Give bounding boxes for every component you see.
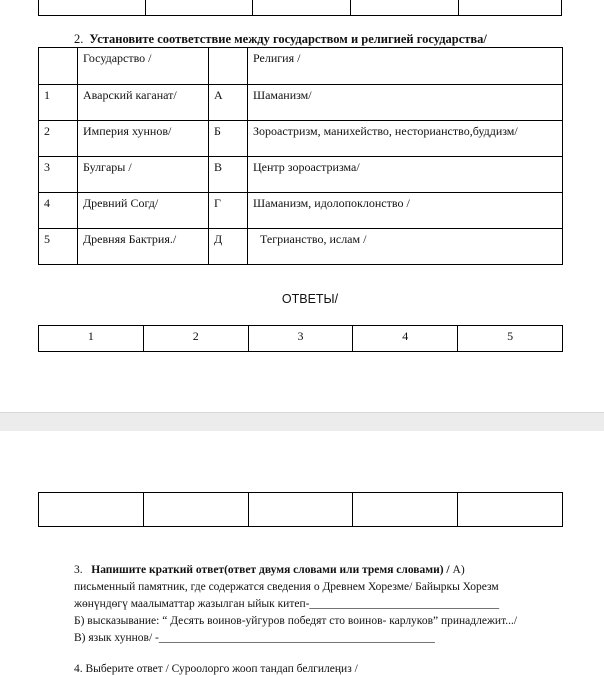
answers-input-table: [38, 492, 563, 527]
table-row: [39, 193, 563, 229]
question-3-part-a-label: А): [452, 564, 465, 576]
answer-cell[interactable]: [39, 493, 144, 527]
row-religion: Тегрианство, ислам /: [248, 229, 563, 265]
matching-table: [38, 47, 563, 265]
answer-number: 4: [353, 326, 458, 352]
question-3: [74, 562, 574, 647]
answers-label: ОТВЕТЫ/: [281, 292, 339, 306]
question-3-part-b: Б) высказывание: “ Десять воинов-уйгуров победят сто воинов- карлуков” принадлежит.../: [74, 615, 518, 627]
row-religion: Шаманизм/: [248, 85, 563, 121]
table-row: [39, 85, 563, 121]
question-3-number: 3.: [74, 564, 83, 576]
row-number: 4: [39, 193, 78, 229]
header-religion: Религия /: [248, 48, 563, 85]
table-row: [39, 121, 563, 157]
row-number: 2: [39, 121, 78, 157]
question-2-title: [74, 32, 487, 47]
answers-number-row: [39, 326, 563, 352]
question-3-part-a-line2: жөнүндөгү маалыматтар жазылган ыйык китеп-_________________________________: [74, 598, 500, 610]
answers-table: [38, 325, 563, 352]
row-state: Аварский каганат/: [78, 85, 209, 121]
row-state: Древний Согд/: [78, 193, 209, 229]
table-header-row: [39, 48, 563, 85]
row-religion: Центр зороастризма/: [248, 157, 563, 193]
row-letter: А: [209, 85, 248, 121]
row-number: 5: [39, 229, 78, 265]
answer-cell[interactable]: [143, 493, 248, 527]
header-state: Государство /: [78, 48, 209, 85]
row-letter: Г: [209, 193, 248, 229]
answer-cell[interactable]: [458, 493, 563, 527]
question-3-part-c: В) язык хуннов/ -________________________________________________: [74, 632, 435, 644]
answer-number: 5: [458, 326, 563, 352]
answer-cell[interactable]: [353, 493, 458, 527]
page-break: [0, 412, 604, 431]
question-2-text: Установите соответствие между государством и религией государства/: [89, 32, 487, 46]
answer-cell[interactable]: [248, 493, 353, 527]
row-state: Булгары /: [78, 157, 209, 193]
question-4: 4. Выберите ответ / Суроолорго жооп тандап белгилеңиз /: [74, 663, 358, 675]
answer-number: 2: [143, 326, 248, 352]
row-letter: Б: [209, 121, 248, 157]
question-3-title-line: [74, 562, 574, 579]
table-row: [39, 157, 563, 193]
answer-number: 1: [39, 326, 144, 352]
answers-input-row: [39, 493, 563, 527]
previous-table-fragment: [38, 0, 562, 16]
page-break-line: [0, 412, 604, 413]
row-religion: Шаманизм, идолопоклонство /: [248, 193, 563, 229]
row-religion: Зороастризм, манихейство, несторианство,буддизм/: [248, 121, 563, 157]
question-3-part-a-line1: письменный памятник, где содержатся сведения о Древнем Хорезме/ Байыркы Хорезм: [74, 581, 499, 593]
row-letter: Д: [209, 229, 248, 265]
table-row: [39, 229, 563, 265]
question-2-number: 2.: [74, 32, 84, 46]
row-letter: В: [209, 157, 248, 193]
row-number: 3: [39, 157, 78, 193]
row-number: 1: [39, 85, 78, 121]
row-state: Древняя Бактрия./: [78, 229, 209, 265]
answer-number: 3: [248, 326, 353, 352]
row-state: Империя хуннов/: [78, 121, 209, 157]
question-3-title: Напишите краткий ответ(ответ двумя словами или тремя словами) /: [91, 564, 450, 576]
